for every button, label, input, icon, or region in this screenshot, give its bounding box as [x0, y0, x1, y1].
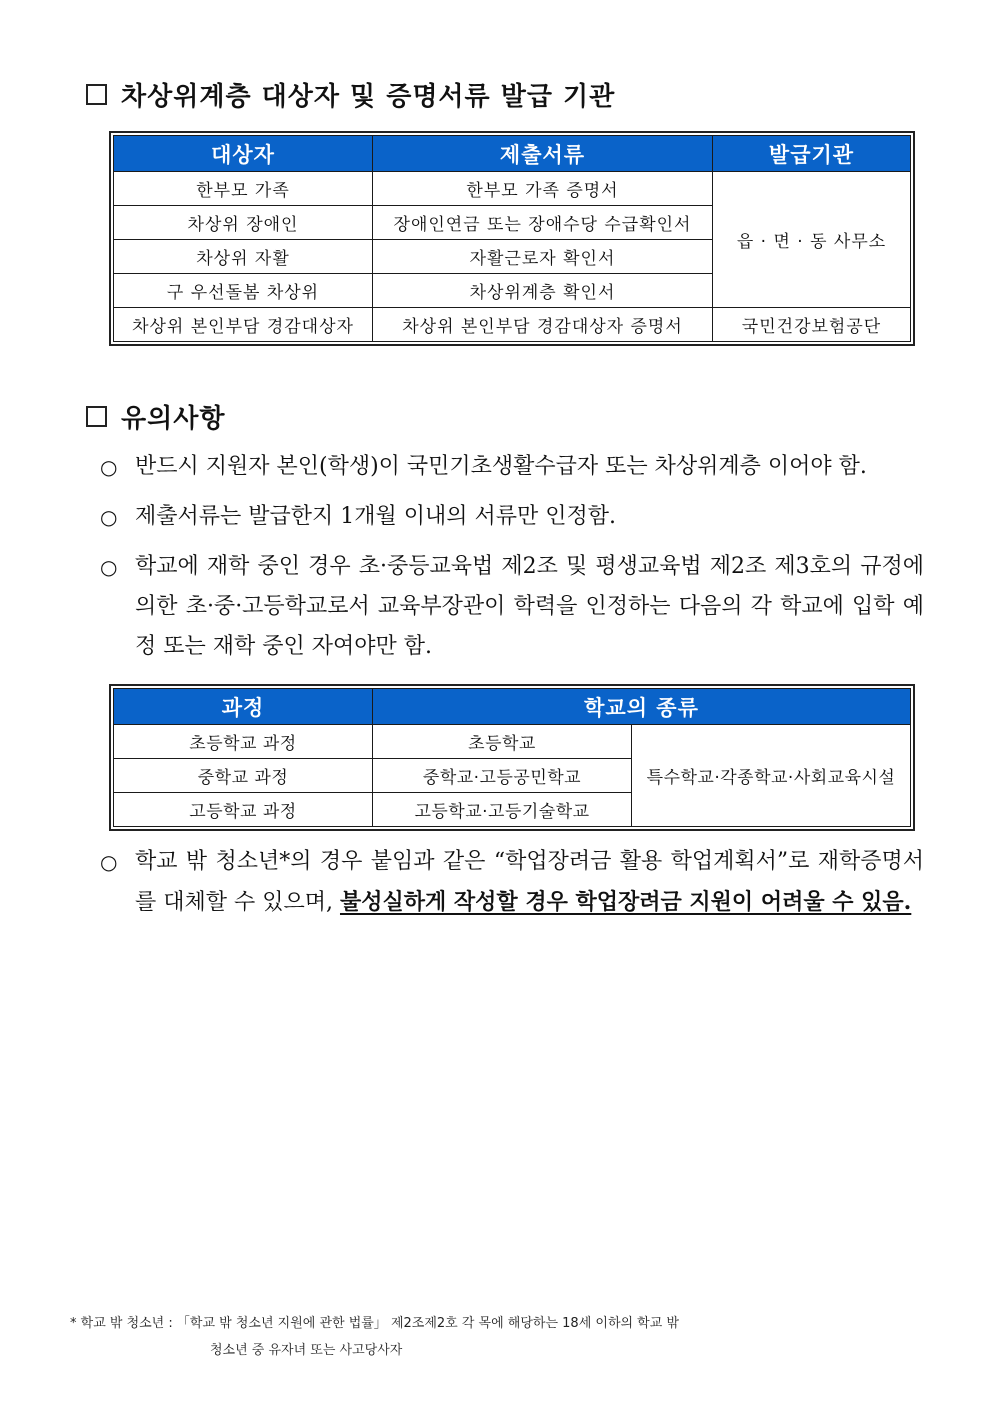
list-item [100, 842, 924, 923]
checkbox-square-icon [86, 406, 107, 427]
cell-school: 중학교·고등공민학교 [373, 759, 632, 793]
section2-title: 유의사항 [86, 398, 225, 435]
cell-target: 한부모 가족 [114, 172, 373, 206]
header-agency: 발급기관 [713, 136, 911, 172]
bullet-circle-icon: ○ [100, 505, 118, 529]
header-course: 과정 [114, 689, 373, 725]
school-table [113, 688, 911, 827]
table-row [114, 172, 911, 206]
header-target: 대상자 [114, 136, 373, 172]
cell-target: 구 우선돌봄 차상위 [114, 274, 373, 308]
cell-agency: 국민건강보험공단 [713, 308, 911, 342]
notice-list-continued [100, 842, 924, 923]
issuer-table [113, 135, 911, 342]
cell-document: 차상위 본인부담 경감대상자 증명서 [373, 308, 713, 342]
header-documents: 제출서류 [373, 136, 713, 172]
school-table-frame [109, 684, 915, 831]
header-school-type: 학교의 종류 [373, 689, 911, 725]
warning-emphasis: 불성실하게 작성할 경우 학업장려금 지원이 어려울 수 있음. [339, 889, 912, 915]
cell-course: 고등학교 과정 [114, 793, 373, 827]
footnote [70, 1310, 679, 1364]
cell-agency-merged: 읍 · 면 · 동 사무소 [713, 172, 911, 308]
cell-document: 자활근로자 확인서 [373, 240, 713, 274]
table-row [114, 308, 911, 342]
list-item: ○ 반드시 지원자 본인(학생)이 국민기초생활수급자 또는 차상위계층 이어야 함. [100, 447, 924, 487]
cell-course: 초등학교 과정 [114, 725, 373, 759]
checkbox-square-icon [86, 84, 107, 105]
cell-school: 초등학교 [373, 725, 632, 759]
bullet-circle-icon: ○ [100, 850, 118, 874]
bullet-circle-icon: ○ [100, 555, 118, 579]
cell-target: 차상위 자활 [114, 240, 373, 274]
out-of-school-note: 학교 밖 청소년*의 경우 붙임과 같은 “학업장려금 활용 학업계획서”로 재학증명서를 대체할 수 있으며, [135, 849, 924, 915]
cell-target: 차상위 본인부담 경감대상자 [114, 308, 373, 342]
cell-course: 중학교 과정 [114, 759, 373, 793]
cell-target: 차상위 장애인 [114, 206, 373, 240]
section1-title: 차상위계층 대상자 및 증명서류 발급 기관 [86, 76, 615, 113]
cell-school: 고등학교·고등기술학교 [373, 793, 632, 827]
cell-document: 차상위계층 확인서 [373, 274, 713, 308]
cell-document: 장애인연금 또는 장애수당 수급확인서 [373, 206, 713, 240]
table-header-row [114, 689, 911, 725]
list-item: ○ 제출서류는 발급한지 1개월 이내의 서류만 인정함. [100, 497, 924, 537]
table-row [114, 725, 911, 759]
bullet-circle-icon: ○ [100, 455, 118, 479]
cell-school-merged: 특수학교·각종학교·사회교육시설 [632, 725, 911, 827]
issuer-table-frame [109, 131, 915, 346]
cell-document: 한부모 가족 증명서 [373, 172, 713, 206]
footnote-line2: 청소년 중 유자녀 또는 사고당사자 [210, 1343, 403, 1358]
footnote-line1: * 학교 밖 청소년 : 「학교 밖 청소년 지원에 관한 법률」 제2조제2호 각 목에 해당하는 18세 이하의 학교 밖 [70, 1316, 679, 1331]
list-item: ○ 학교에 재학 중인 경우 초·중등교육법 제2조 및 평생교육법 제2조 제3호의 규정에 의한 초·중·고등학교로서 교육부장관이 학력을 인정하는 다음의 각 학교에 입학 예정 또는 재학 중인 자여야만 함. [100, 547, 924, 667]
table-header-row [114, 136, 911, 172]
notice-list [100, 447, 924, 667]
